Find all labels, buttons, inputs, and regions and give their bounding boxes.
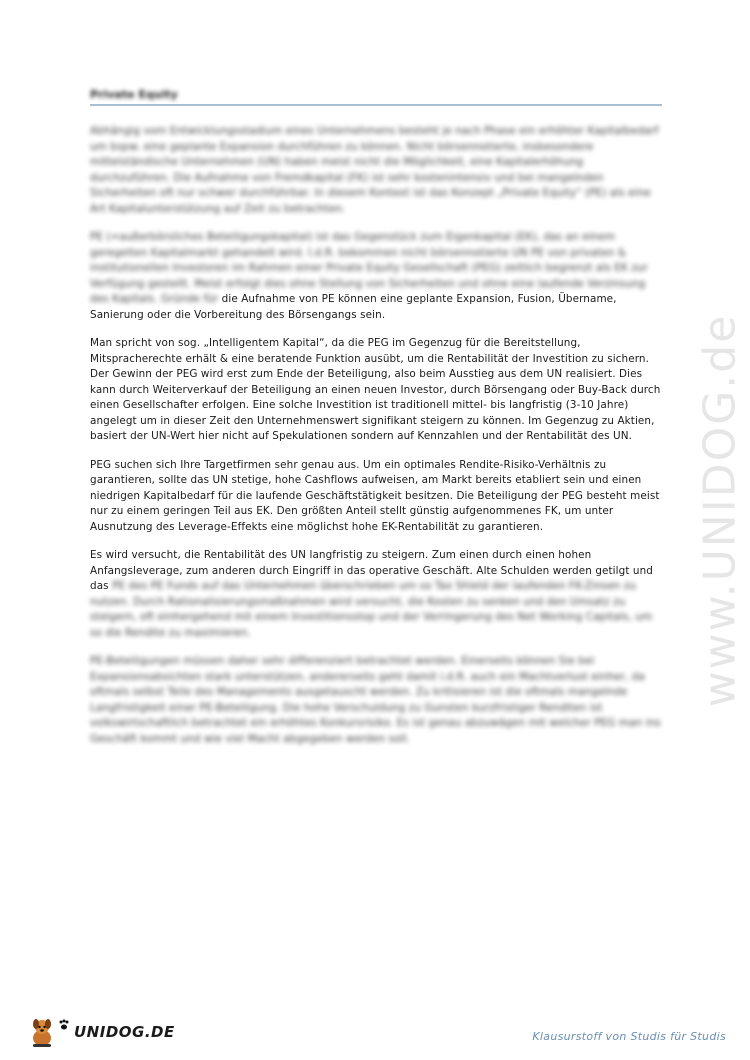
unidog-logo (28, 1014, 175, 1050)
paragraph-5 (90, 548, 662, 641)
logo-text: UNIDOG.DE (74, 1023, 175, 1041)
blurred-text: Abhängig vom Entwicklungsstadium eines Unternehmens besteht je nach Phase ein erhöhter Kapitalbedarf um bspw. eine geplante Expansion durchführen zu können. Nicht börsennotierte, insbesondere mittelständische Unternehmen (UN) haben meist nicht die Möglichkeit, eine Kapitalerhöhung durchzuführen. Die Aufnahme von Fremdkapital (FK) ist sehr kostenintensiv und bei mangelnden Sicherheiten oft nur schwer durchführbar. In diesem Kontext ist das Konzept „Private Equity“ (PE) als eine Art Kapitalunterstützung auf Zeit zu betrachten. (90, 125, 659, 215)
paragraph-text: PEG suchen sich Ihre Targetfirmen sehr genau aus. Um ein optimales Rendite-Risiko-Verhältnis zu garantieren, sollte das UN stetige, hohe Cashflows aufweisen, am Markt bereits etabliert sein und einen niedrigen Kapitalbedarf für die laufende Geschäftstätigkeit besitzen. Die Beteiligung der PEG besteht meist nur zu einem geringen Teil aus EK. Den größten Anteil stellt günstig aufgenommenes FK, um unter Ausnutzung des Leverage-Effekts eine möglichst hohe EK-Rentabilität zu garantieren. (90, 458, 660, 533)
page-title: Private Equity (90, 88, 178, 101)
blurred-text: PE (=außerbörsliches Beteiligungskapital) ist das Gegenstück zum Eigenkapital (EK), das an einem geregelten Kapitalmarkt gehandelt wird. I.d.R. bekommen nicht börsennotierte UN PE von privaten & institutionellen Investoren im Rahmen einer Private Equity Gesellschaft (PEG) zeitlich begrenzt als EK zur Verfügung gestellt. Meist erfolgt dies ohne Stellung von Sicherheiten und ohne eine laufende Verzinsung des Kapitals. Gründe für (90, 231, 648, 305)
paragraph-6 (90, 654, 662, 747)
paragraph-2 (90, 230, 662, 323)
paragraph-text: die Aufnahme von PE können eine geplante Expansion, Fusion, Übername, Sanierung oder die Vorbereitung des Börsengangs sein. (90, 293, 617, 321)
document-body (90, 124, 662, 760)
dog-mascot-icon (28, 1016, 56, 1048)
paragraph-3 (90, 336, 662, 445)
watermark (640, 280, 750, 740)
blurred-text: PE des PE Funds auf das Unternehmen überschrieben um so Tax Shield der laufenden FK-Zinsen zu nutzen. Durch Rationalisierungsmaßnahmen wird versucht, die Kosten zu senken und den Umsatz zu steigern, oft einhergehend mit einem Investitionsstop und der Verringerung des Net Working Capitals, um so die Rendite zu maximieren. (90, 580, 653, 639)
paragraph-text: Es wird versucht, die Rentabilität des UN langfristig zu steigern. Zum einen durch einen hohen Anfangsleverage, zum anderen durch Eingriff in das operative Geschäft. Alte Schulden werden getilgt und das (90, 549, 653, 592)
paragraph-text: Man spricht von sog. „Intelligentem Kapital“, da die PEG im Gegenzug für die Bereitstellung, Mitspracherechte erhält & eine beratende Funktion ausübt, um die Rentabilität der Investition zu sichern. Der Gewinn der PEG wird erst zum Ende der Beteiligung, also beim Ausstieg aus dem UN realisiert. Dies kann durch Weiterverkauf der Beteiligung an einen neuen Investor, durch Börsengang oder Buy-Back durch einen Gesellschafter erfolgen. Eine solche Investition ist traditionell mittel- bis langfristig (3-10 Jahre) angelegt um in dieser Zeit den Unternehmenswert signifikant steigern zu können. Im Gegenzug zu Aktien, basiert der UN-Wert hier nicht auf Spekulationen sondern auf Kennzahlen und der Rentabilität des UN. (90, 337, 661, 442)
paw-icon (58, 1019, 70, 1031)
title-divider (90, 104, 662, 106)
paragraph-1 (90, 124, 662, 217)
paragraph-4 (90, 458, 662, 536)
watermark-text: www.UNIDOG.de (694, 313, 746, 707)
blurred-text: PE-Beteiligungen müssen daher sehr differenziert betrachtet werden. Einerseits können Sie bei Expansionsabsichten stark unterstützen, andererseits geht damit i.d.R. auch ein Machtverlust einher, da oftmals selbst Teile des Managements ausgetauscht werden. Zu kritisieren ist die oftmals mangelnde Langfristigkeit einer PE-Beteiligung. Die hohe Verschuldung zu Gunsten kurzfristiger Renditen ist volkswirtschaftlich betrachtet ein erhöhtes Konkursrisiko. Es ist genau abzuwägen mit welcher PEG man ins Geschäft kommt und wie viel Macht abgegeben werden soll. (90, 655, 661, 745)
footer-tagline: Klausurstoff von Studis für Studis (532, 1030, 726, 1043)
